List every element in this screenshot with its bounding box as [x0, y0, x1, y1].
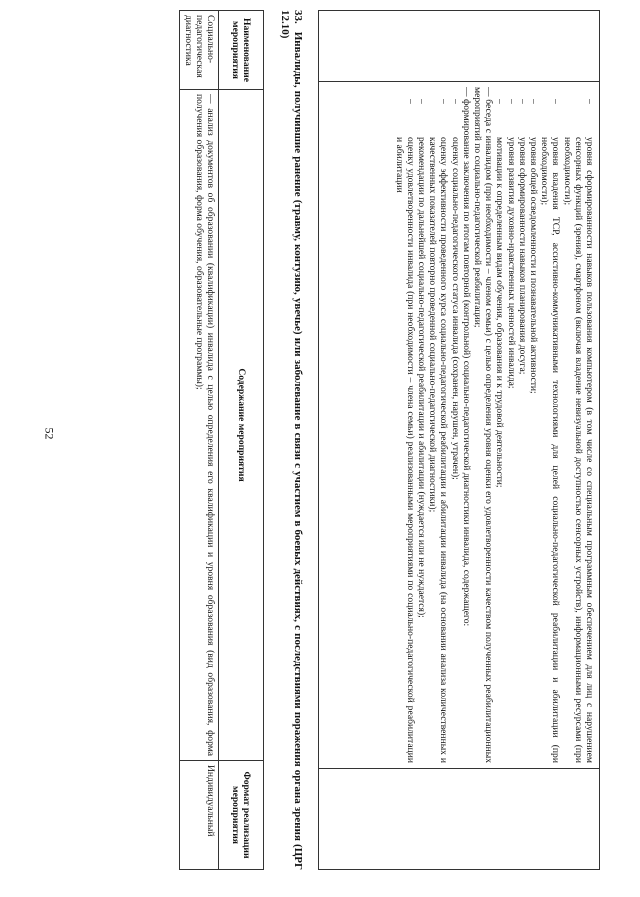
column-header-format: Формат реализации мероприятия	[219, 761, 264, 870]
column-header-content: Содержание мероприятия	[219, 90, 264, 761]
page-number: 52	[42, 427, 57, 440]
section-heading	[278, 10, 304, 870]
paragraph: — формирование заключения по итогам повторной (контрольной) социально-педагогической диагностики инвалида, содержащего:	[460, 87, 472, 627]
measure-format-cell: Индивидуальный	[180, 761, 219, 870]
table-row	[180, 11, 219, 870]
list-item: – уровня общей осведомленности и познавательной активности;	[527, 99, 539, 394]
section-title: Инвалиды, получившие ранение (травму, контузию, увечье) или заболевание в связи с участием в боевых действиях, с последствиями поражения органа зрения (ЦРГ 12.10)	[279, 10, 304, 870]
list-item: – оценку эффективности проведенного курса социально-педагогической реабилитации и абилитации инвалида (на основании анализа количественных и качественных показателей повторно проведенной социально-педагогической диагностики);	[427, 99, 450, 763]
table-header-row	[219, 11, 264, 870]
measures-table	[179, 10, 264, 870]
measure-content-cell: — анализ документов об образовании (квалификации) инвалида с целью определения его квалификации и уровня образования (вид образования, форма получения образования, форма обучения, образовательные программы);	[180, 90, 219, 761]
column-header-name: Наименование мероприятия	[219, 11, 264, 90]
table-column-content	[319, 81, 599, 769]
list-item: – уровня владения ТСР, ассистивно-коммуникативными технологиями для целей социально-педагогической реабилитации и абилитации (при необходимости);	[539, 99, 562, 763]
table-column-name	[319, 11, 599, 82]
list-item: – уровня сформированности навыков планирования досуга;	[516, 99, 528, 375]
list-item: – мотивации к определенным видам обучения, образования и к трудовой деятельности;	[494, 99, 506, 488]
list-item: – оценку удовлетворенности инвалида (при необходимости – члена семьи) реализованными мероприятиями по социально-педагогической реабилитации и абилитации	[393, 99, 416, 763]
paragraph: — беседа с инвалидом (при необходимости – членом семьи) с целью определения уровня оценки его удовлетворенности качеством полученных реабилитационных мероприятий по социально-педагогической реабилитации;	[471, 87, 495, 763]
list-item: – рекомендации по дальнейшей социально-педагогической реабилитации и абилитации (нуждается или не нуждается);	[415, 99, 427, 618]
list-item: – оценку социально-педагогического статуса инвалида (сохранен, нарушен, утрачен);	[449, 99, 461, 480]
section-number: 33.	[292, 10, 304, 24]
continued-table	[318, 10, 600, 870]
rotated-page-content	[60, 10, 640, 890]
list-item: – уровня сформированности навыков пользования компьютером (в том числе со специальным программным обеспечением для лиц с нарушением сенсорных функций (зрения), смартфоном (включая владение невизуальной доступностью сенсорных устройств), информационными ресурсами (при необходимости);	[561, 99, 595, 763]
measure-name-cell: Социально-педагогическая диагностика	[180, 11, 219, 90]
list-item: – уровня развития духовно-нравственных ценностей инвалида;	[505, 99, 517, 389]
table-column-format	[319, 768, 599, 869]
